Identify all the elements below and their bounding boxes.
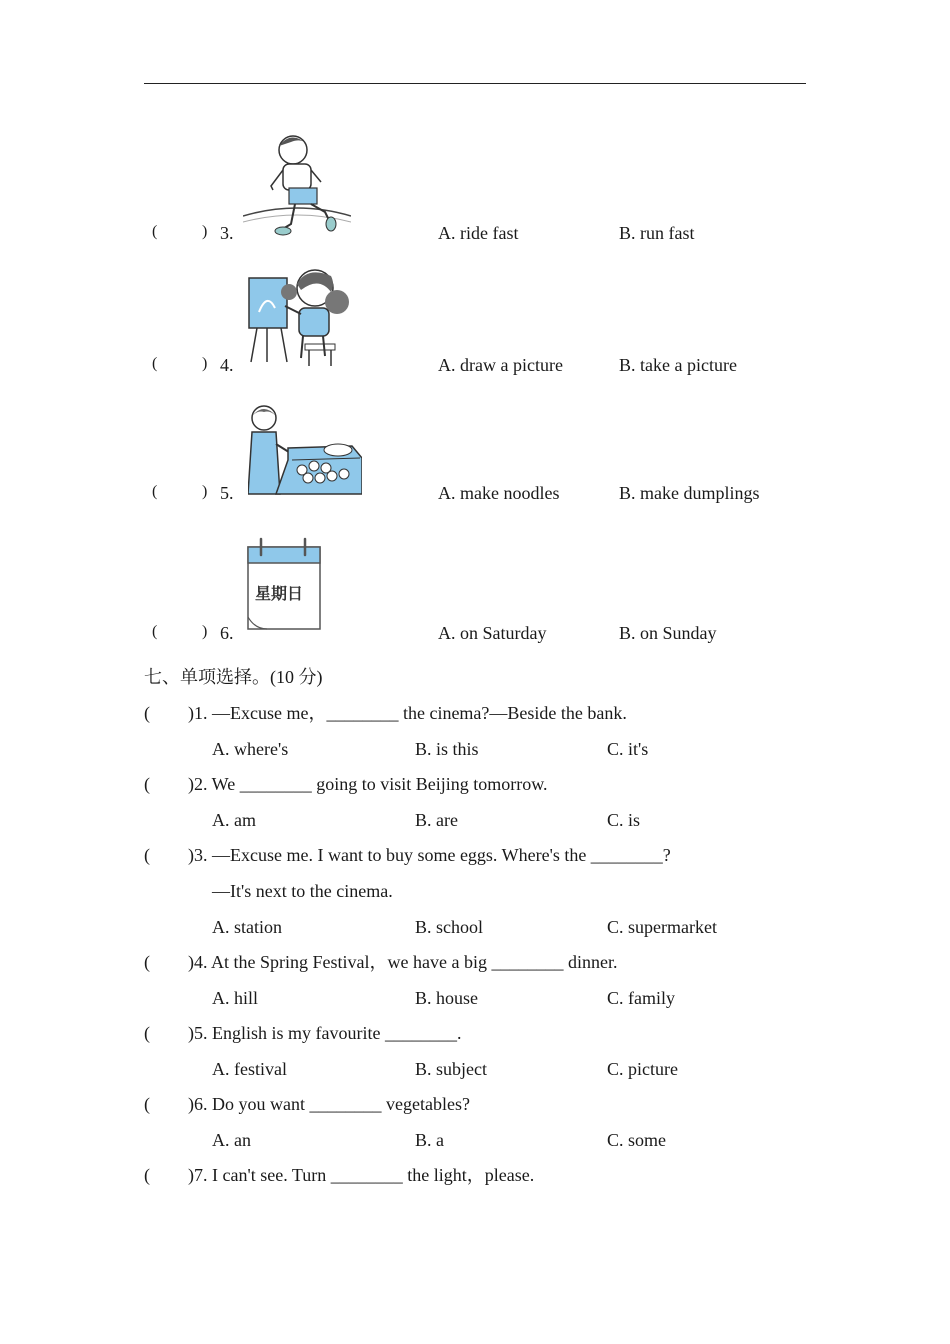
option-a: A. make noodles xyxy=(438,483,560,503)
question-text: )6. Do you want ________ vegetables? xyxy=(188,1094,470,1114)
answer-paren-open: ( xyxy=(144,845,150,865)
answer-paren-open: ( xyxy=(152,623,158,640)
item-number: 4. xyxy=(220,355,234,375)
option-b: B. on Sunday xyxy=(619,623,717,643)
option-c: C. is xyxy=(607,810,641,830)
answer-paren-open: ( xyxy=(144,703,150,723)
option-b: B. subject xyxy=(415,1059,487,1079)
option-b: B. run fast xyxy=(619,223,695,243)
question-text: )5. English is my favourite ________. xyxy=(188,1023,462,1043)
girl-painting-easel-illustration xyxy=(245,262,357,370)
answer-paren-open: ( xyxy=(152,223,158,240)
answer-paren-close: ) xyxy=(202,623,208,640)
option-b: B. house xyxy=(415,988,478,1008)
question-text: )1. —Excuse me，________ the cinema?—Beside the bank. xyxy=(188,703,627,723)
option-a: A. draw a picture xyxy=(438,355,563,375)
option-a: A. on Saturday xyxy=(438,623,547,643)
item-number: 5. xyxy=(220,483,234,503)
answer-paren-open: ( xyxy=(152,483,158,500)
answer-paren-open: ( xyxy=(144,774,150,794)
option-b: B. is this xyxy=(415,739,479,759)
option-a: A. am xyxy=(212,810,256,830)
option-b: B. take a picture xyxy=(619,355,737,375)
option-c: C. some xyxy=(607,1130,667,1150)
boy-running-illustration xyxy=(243,130,351,240)
option-b: B. make dumplings xyxy=(619,483,760,503)
calendar-day-label: 星期日 xyxy=(255,584,304,603)
answer-paren-open: ( xyxy=(144,1023,150,1043)
question-text: )3. —Excuse me. I want to buy some eggs. Where's the ________? xyxy=(188,845,671,865)
option-a: A. an xyxy=(212,1130,251,1150)
option-c: C. picture xyxy=(607,1059,678,1079)
option-a: A. hill xyxy=(212,988,259,1008)
option-a: A. ride fast xyxy=(438,223,519,243)
option-b: B. are xyxy=(415,810,458,830)
option-a: A. station xyxy=(212,917,282,937)
option-b: B. a xyxy=(415,1130,444,1150)
answer-paren-close: ) xyxy=(202,223,208,240)
item-number: 6. xyxy=(220,623,234,643)
answer-paren-open: ( xyxy=(144,1165,150,1185)
header-rule xyxy=(144,83,806,84)
answer-paren-close: ) xyxy=(202,355,208,372)
option-c: C. family xyxy=(607,988,675,1008)
option-a: A. festival xyxy=(212,1059,287,1079)
option-c: C. supermarket xyxy=(607,917,717,937)
answer-paren-close: ) xyxy=(202,483,208,500)
answer-paren-open: ( xyxy=(152,355,158,372)
option-c: C. it's xyxy=(607,739,649,759)
question-text: )2. We ________ going to visit Beijing tomorrow. xyxy=(188,774,548,794)
question-text: )4. At the Spring Festival，we have a big ________ dinner. xyxy=(188,952,618,972)
question-continuation: —It's next to the cinema. xyxy=(212,881,393,901)
option-a: A. where's xyxy=(212,739,289,759)
question-text: )7. I can't see. Turn ________ the light，please. xyxy=(188,1165,535,1185)
answer-paren-open: ( xyxy=(144,1094,150,1114)
calendar-icon xyxy=(245,537,323,633)
option-b: B. school xyxy=(415,917,484,937)
item-number: 3. xyxy=(220,223,234,243)
answer-paren-open: ( xyxy=(144,952,150,972)
woman-making-dumplings-illustration xyxy=(248,404,362,496)
section-title: 七、单项选择。(10 分) xyxy=(144,667,323,687)
